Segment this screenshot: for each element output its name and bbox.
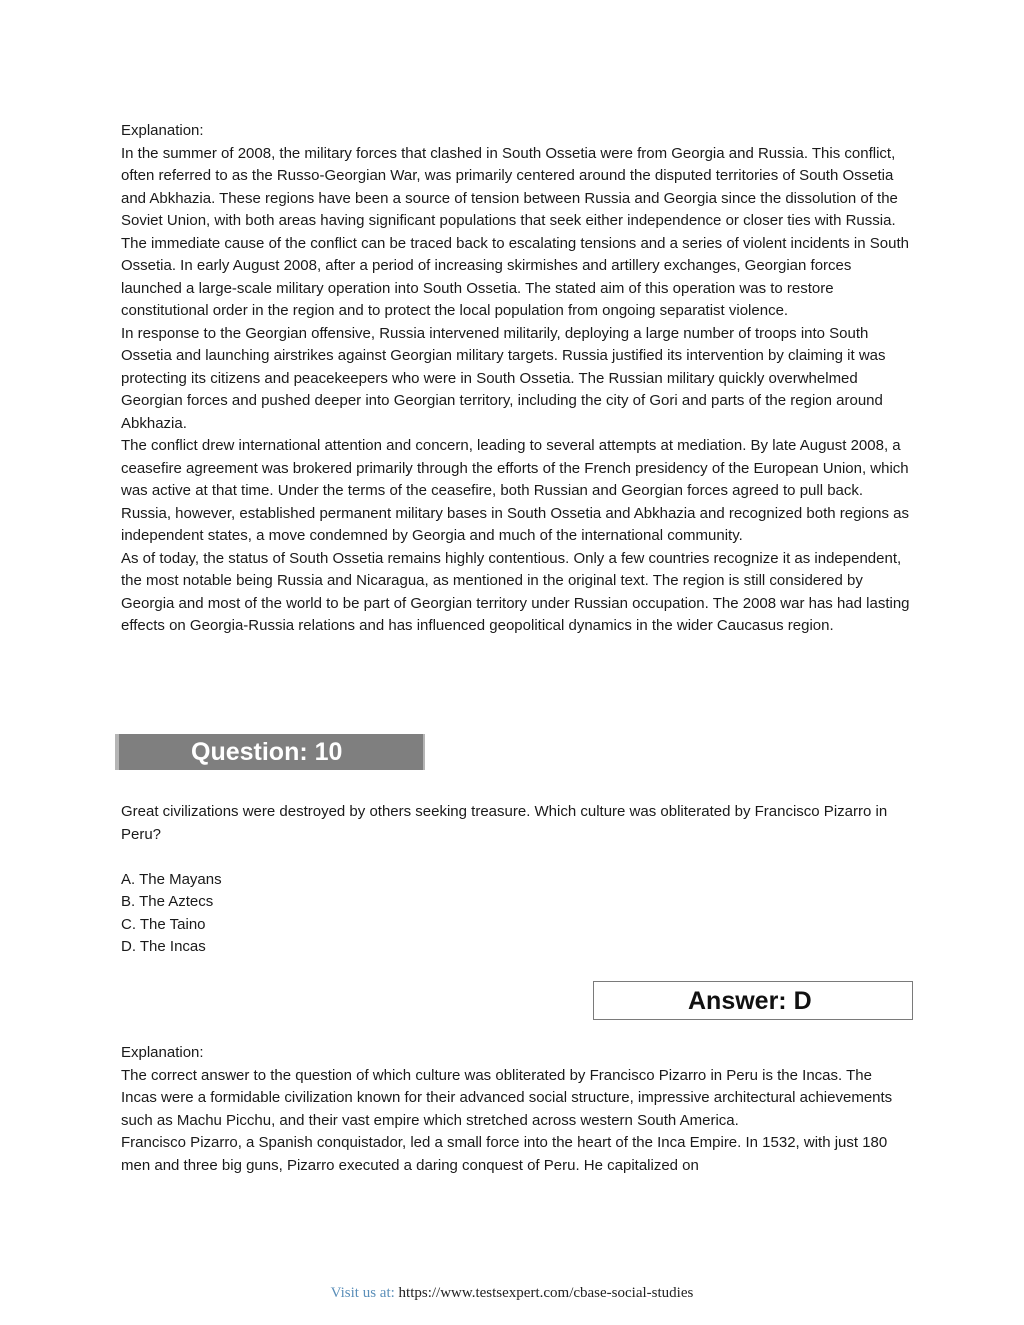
question-banner (115, 734, 425, 770)
explanation-section-2 (121, 1042, 911, 1177)
option-a: A. The Mayans (121, 870, 222, 888)
footer-link[interactable]: https://www.testsexpert.com/cbase-social-studies (398, 1285, 694, 1301)
footer-label: Visit us at: (330, 1285, 395, 1301)
explanation-paragraph: In response to the Georgian offensive, Russia intervened militarily, deploying a large number of troops into South Ossetia and launching airstrikes against Georgian military targets. Russia justified its intervention by claiming it was protecting its citizens and peacekeepers who were in South Ossetia. The Russian military quickly overwhelmed Georgian forces and pushed deeper into Georgian territory, including the city of Gori and parts of the region around Abkhazia. (121, 324, 886, 432)
answer-label: Answer: D (688, 987, 812, 1015)
explanation-paragraph: In the summer of 2008, the military forces that clashed in South Ossetia were from Georgia and Russia. This conflict, often referred to as the Russo-Georgian War, was primarily centered around the disputed territories of South Ossetia and Abkhazia. These regions have been a source of tension between Russia and Georgia since the dissolution of the Soviet Union, with both areas having significant populations that seek either independence or closer ties with Russia. (121, 144, 898, 229)
explanation-paragraph: The correct answer to the question of which culture was obliterated by Francisco Pizarro in Peru is the Incas. The Incas were a formidable civilization known for their advanced social structure, impressive architectural achievements such as Machu Picchu, and their vast empire which stretched across western South America. (121, 1066, 893, 1129)
option-d: D. The Incas (121, 938, 206, 955)
option-c: C. The Taino (121, 915, 206, 933)
explanation-paragraph: Francisco Pizarro, a Spanish conquistador, led a small force into the heart of the Inca Empire. In 1532, with just 180 men and three big guns, Pizarro executed a daring conquest of Peru. He capitalized on (121, 1134, 888, 1174)
explanation-heading: Explanation: (121, 122, 204, 139)
answer-box (593, 981, 913, 1020)
question-section (121, 801, 911, 959)
explanation-paragraph: The conflict drew international attention and concern, leading to several attempts at mediation. By late August 2008, a ceasefire agreement was brokered primarily through the efforts of the French presidency of the European Union, which was active at that time. Under the terms of the ceasefire, both Russian and Georgian forces agreed to pull back. Russia, however, established permanent military bases in South Ossetia and Abkhazia and recognized both regions as independent states, a move condemned by Georgia and much of the international community. (121, 437, 909, 544)
explanation-paragraph: The immediate cause of the conflict can be traced back to escalating tensions and a series of violent incidents in South Ossetia. In early August 2008, after a period of increasing skirmishes and artillery exchanges, Georgian forces launched a large-scale military operation into South Ossetia. The stated aim of this operation was to restore constitutional order in the region and to protect the local population from ongoing separatist violence. (121, 234, 909, 319)
question-text: Great civilizations were destroyed by others seeking treasure. Which culture was obliterated by Francisco Pizarro in Peru? (121, 803, 888, 843)
explanation-paragraph: As of today, the status of South Ossetia remains highly contentious. Only a few countries recognize it as independent, the most notable being Russia and Nicaragua, as mentioned in the original text. The region is still considered by Georgia and most of the world to be part of Georgian territory under Russian occupation. The 2008 war has had lasting effects on Georgia-Russia relations and has influenced geopolitical dynamics in the wider Caucasus region. (121, 549, 910, 634)
footer (0, 1285, 1024, 1302)
option-b: B. The Aztecs (121, 893, 214, 910)
explanation-section-1 (121, 120, 911, 638)
question-number: Question: 10 (191, 738, 343, 766)
explanation-heading: Explanation: (121, 1044, 204, 1061)
